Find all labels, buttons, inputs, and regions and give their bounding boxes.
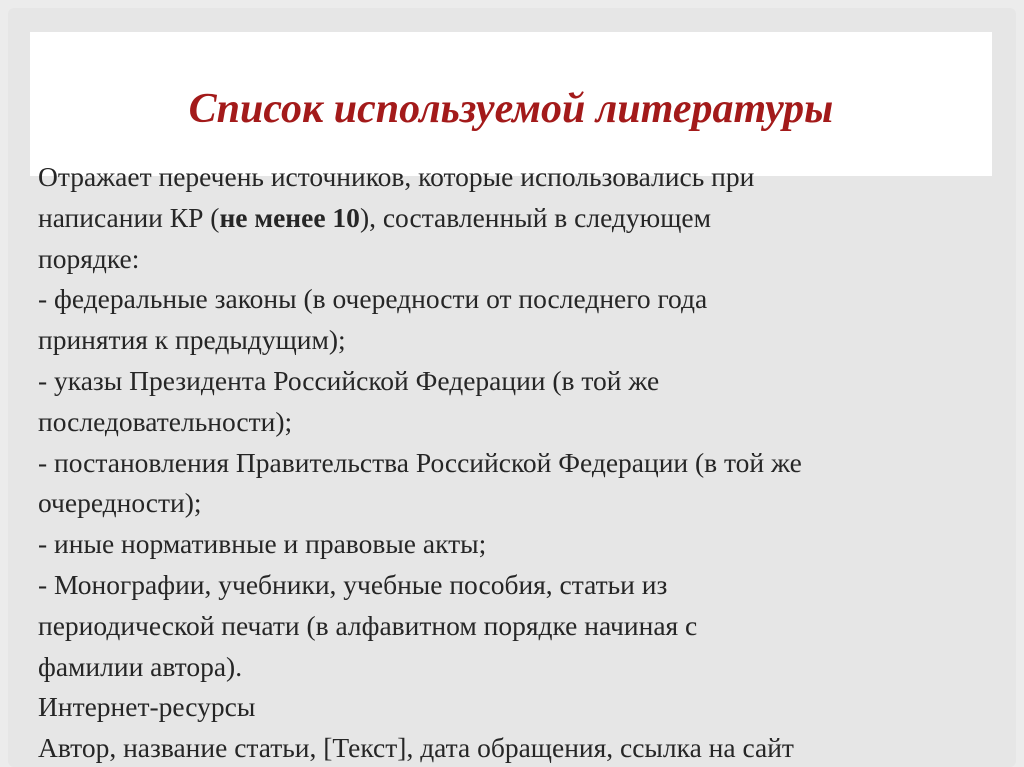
list-item: - указы Президента Российской Федерации (в той же — [38, 364, 660, 396]
internet-format: Автор, название статьи, [Текст], дата обращения, ссылка на сайт — [38, 732, 794, 764]
title-box — [30, 32, 992, 176]
list-item: - иные нормативные и правовые акты; — [38, 528, 487, 560]
list-item: последовательности); — [38, 405, 293, 437]
slide-body — [38, 157, 1006, 767]
intro-text: написании КР ( — [38, 201, 220, 233]
intro-line: порядке: — [38, 242, 140, 274]
internet-heading: Интернет-ресурсы — [38, 691, 256, 723]
list-item: фамилии автора). — [38, 650, 243, 682]
slide-title: Список используемой литературы — [188, 86, 834, 132]
list-item: - федеральные законы (в очередности от последнего года — [38, 283, 708, 315]
min-count-emphasis: не менее 10 — [219, 201, 360, 233]
list-item: очередности); — [38, 487, 202, 519]
list-item: периодической печати (в алфавитном порядке начиная с — [38, 609, 698, 641]
intro-line — [38, 198, 1006, 239]
intro-line: Отражает перечень источников, которые использовались при — [38, 161, 755, 192]
list-item: - Монографии, учебники, учебные пособия, статьи из — [38, 568, 668, 600]
list-item: принятия к предыдущим); — [38, 324, 346, 356]
list-item: - постановления Правительства Российской Федерации (в той же — [38, 446, 802, 478]
intro-text: ), составленный в следующем — [359, 201, 712, 233]
slide — [8, 8, 1016, 767]
